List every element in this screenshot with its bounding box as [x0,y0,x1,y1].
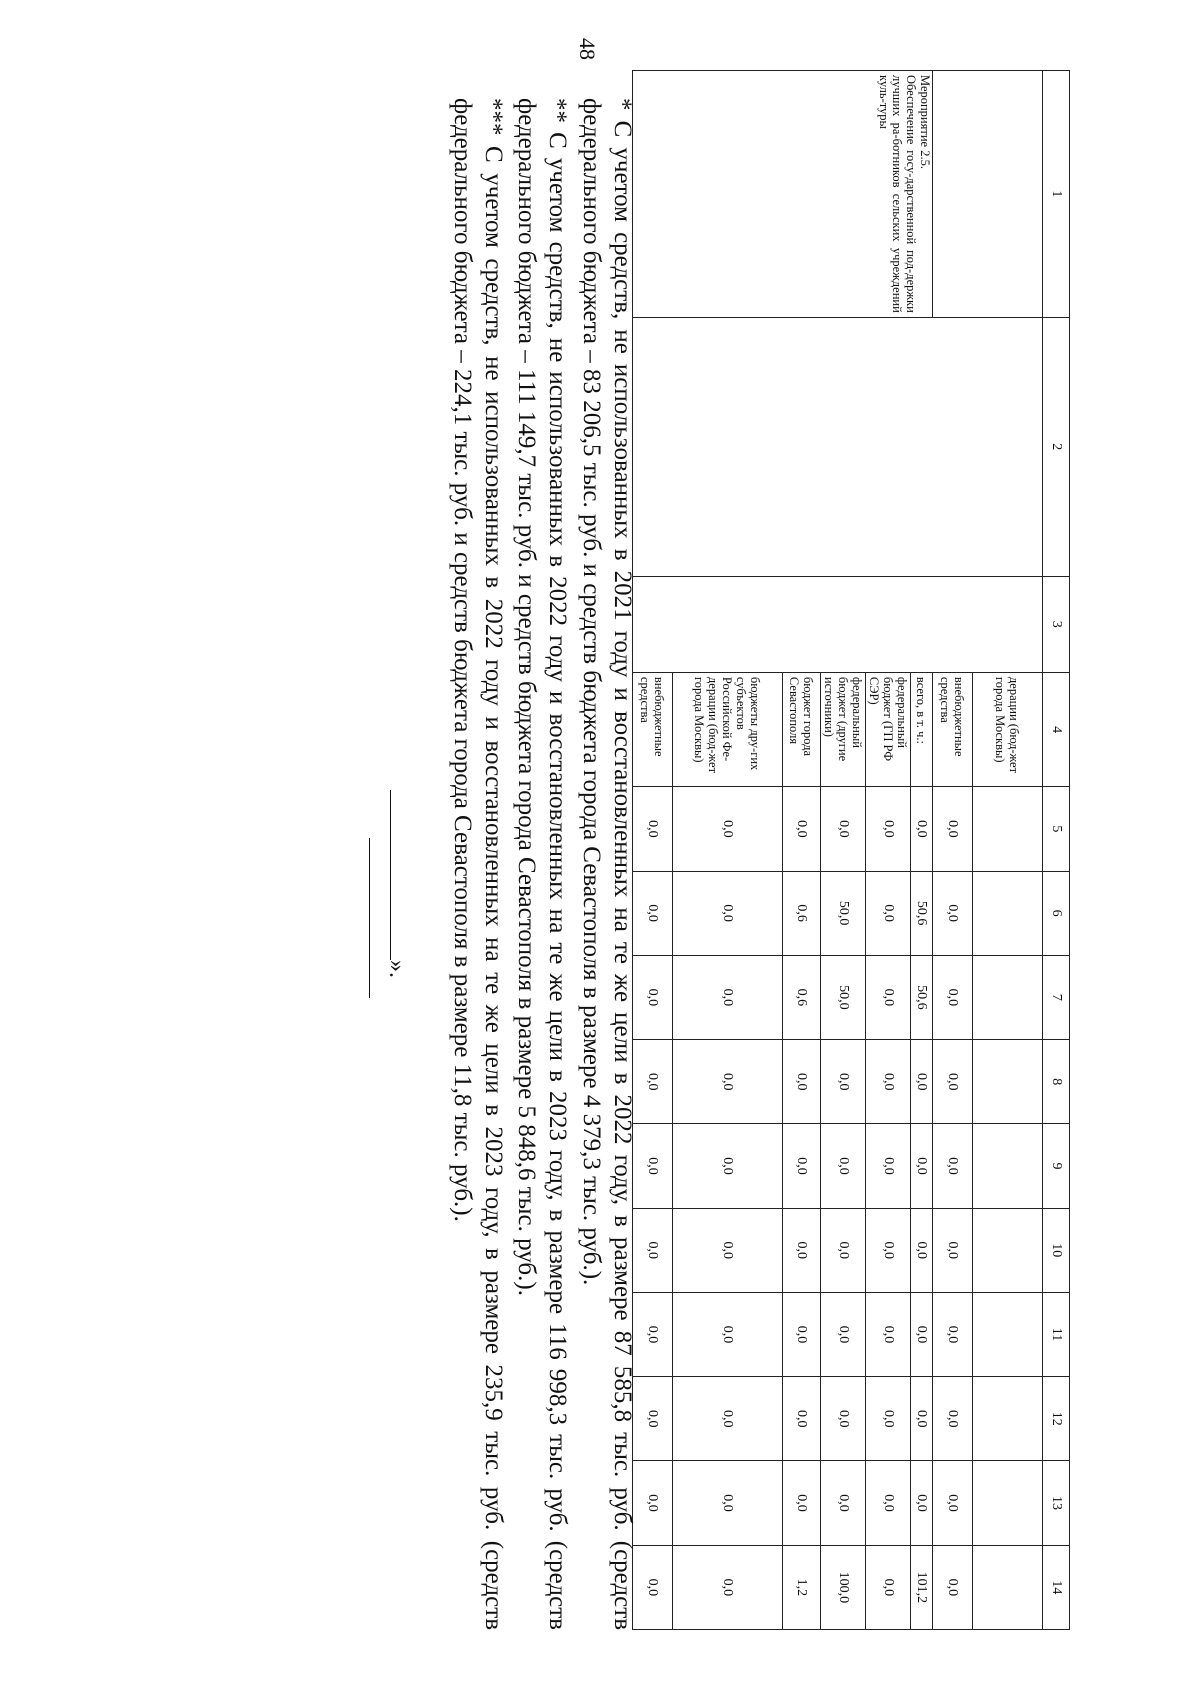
column-number-11: 11 [1043,1292,1070,1376]
value-cell-col10: 0,0 [933,1208,973,1292]
value-cell-col5: 0,0 [783,787,821,871]
value-cell-col5 [973,787,1043,871]
value-cell-col14: 0,0 [673,1545,783,1629]
column-number-8: 8 [1043,1040,1070,1124]
value-cell-col5: 0,0 [673,787,783,871]
value-cell-col8: 0,0 [673,1040,783,1124]
value-cell-col12: 0,0 [673,1377,783,1461]
value-cell-col6: 0,0 [673,871,783,955]
value-cell-col9: 0,0 [933,1124,973,1208]
value-cell-col9: 0,0 [673,1124,783,1208]
funding-source-cell: внебюджетные средства [633,672,673,786]
value-cell-col13: 0,0 [911,1461,933,1545]
value-cell-col13: 0,0 [933,1461,973,1545]
value-cell-col7: 0,0 [633,955,673,1039]
closing-quote: ». [384,960,411,978]
value-cell-col8: 0,0 [783,1040,821,1124]
value-cell-col11: 0,0 [866,1292,911,1376]
value-cell-col13: 0,0 [673,1461,783,1545]
value-cell-col10: 0,0 [911,1208,933,1292]
column-number-3: 3 [1043,576,1070,672]
column-number-10: 10 [1043,1208,1070,1292]
budget-table [632,70,1070,1630]
column-number-12: 12 [1043,1377,1070,1461]
value-cell-col14: 0,0 [866,1545,911,1629]
value-cell-col6: 50,6 [911,871,933,955]
value-cell-col12 [973,1377,1043,1461]
value-cell-col10 [973,1208,1043,1292]
value-cell-col11: 0,0 [821,1292,866,1376]
funding-source-cell: бюджет города Севастополя [783,672,821,786]
value-cell-col8: 0,0 [933,1040,973,1124]
value-cell-col6: 0,0 [933,871,973,955]
value-cell-col11: 0,0 [673,1292,783,1376]
rotated-landscape-page [0,70,1070,1630]
value-cell-col11: 0,0 [633,1292,673,1376]
column-number-7: 7 [1043,955,1070,1039]
value-cell-col9 [973,1124,1043,1208]
measure-name-cell [633,71,933,318]
value-cell-col9: 0,0 [821,1124,866,1208]
value-cell-col5: 0,0 [866,787,911,871]
footnote-3: *** С учетом средств, не использованных в 2022 году и восстановленных на те же цели в 2023 году, в размере 235,9 тыс. руб. (средств федерального бюджета – 224,1 тыс. руб. и средств бюджета города Севастополя в размере 11,8 тыс. руб.). [448,98,507,1630]
footnotes [370,70,639,1630]
value-cell-col9: 0,0 [911,1124,933,1208]
funding-source-cell: бюджеты дру-гих субъектов Российской Фе-дерации (бюд-жет города Москвы) [673,672,783,786]
empty-cell-col2 [633,317,1043,576]
value-cell-col5: 0,0 [633,787,673,871]
column-number-4: 4 [1043,672,1070,786]
funding-source-cell: всего, в т. ч.: [911,672,933,786]
value-cell-col6 [973,871,1043,955]
signature-line [391,790,392,960]
value-cell-col6: 50,0 [821,871,866,955]
value-cell-col13: 0,0 [633,1461,673,1545]
value-cell-col9: 0,0 [866,1124,911,1208]
funding-source-cell: федеральный бюджет (ГП РФ СЭР) [866,672,911,786]
value-cell-col12: 0,0 [633,1377,673,1461]
value-cell-col14: 0,0 [633,1545,673,1629]
value-cell-col6: 0,0 [633,871,673,955]
funding-source-cell: внебюджетные средства [933,672,973,786]
value-cell-col7: 0,0 [866,955,911,1039]
footnote-1: * С учетом средств, не использованных в 2021 году и восстановленных на те же цели в 2022 году, в размере 87 585,8 тыс. руб. (средств федерального бюджета – 83 206,5 тыс. руб. и средств бюджета города Севастополя в размере 4 379,3 тыс. руб.). [577,98,636,1630]
value-cell-col12: 0,0 [783,1377,821,1461]
value-cell-col5: 0,0 [933,787,973,871]
value-cell-col8: 0,0 [821,1040,866,1124]
column-number-1: 1 [1043,71,1070,318]
column-number-5: 5 [1043,787,1070,871]
value-cell-col6: 0,6 [783,871,821,955]
value-cell-col8 [973,1040,1043,1124]
value-cell-col12: 0,0 [821,1377,866,1461]
value-cell-col11 [973,1292,1043,1376]
empty-cell-col3 [633,576,1043,672]
value-cell-col11: 0,0 [933,1292,973,1376]
value-cell-col8: 0,0 [866,1040,911,1124]
funding-source-cell: дерации (бюд-жет города Москвы) [973,672,1043,786]
value-cell-col11: 0,0 [911,1292,933,1376]
closing-line [383,70,413,1630]
value-cell-col11: 0,0 [783,1292,821,1376]
value-cell-col6: 0,0 [866,871,911,955]
value-cell-col14 [973,1545,1043,1629]
value-cell-col8: 0,0 [911,1040,933,1124]
value-cell-col14: 100,0 [821,1545,866,1629]
value-cell-col14: 0,0 [933,1545,973,1629]
table-header-row [1043,71,1070,1630]
value-cell-col10: 0,0 [866,1208,911,1292]
value-cell-col7: 0,0 [933,955,973,1039]
value-cell-col10: 0,0 [821,1208,866,1292]
value-cell-col8: 0,0 [633,1040,673,1124]
column-number-6: 6 [1043,871,1070,955]
value-cell-col13: 0,0 [866,1461,911,1545]
value-cell-col5: 0,0 [821,787,866,871]
value-cell-col9: 0,0 [633,1124,673,1208]
page-number: 48 [575,38,600,60]
value-cell-col14: 1,2 [783,1545,821,1629]
funding-source-cell: федеральный бюджет (другие источники) [821,672,866,786]
value-cell-col13: 0,0 [821,1461,866,1545]
value-cell-col7: 50,6 [911,955,933,1039]
value-cell-col14: 101,2 [911,1545,933,1629]
value-cell-col7 [973,955,1043,1039]
value-cell-col13 [973,1461,1043,1545]
footnote-2: ** С учетом средств, не использованных в 2022 году и восстановленных на те же цели в 2023 году, в размере 116 998,3 тыс. руб. (средств федерального бюджета – 111 149,7 тыс. руб. и средств бюджета города Севастополя в размере 5 848,6 тыс. руб.). [513,98,572,1630]
column-number-2: 2 [1043,317,1070,576]
end-rule [370,838,371,998]
value-cell-col7: 50,0 [821,955,866,1039]
measure-title: Мероприятие 2.5. [918,75,932,169]
value-cell-col7: 0,6 [783,955,821,1039]
value-cell-col10: 0,0 [633,1208,673,1292]
column-number-9: 9 [1043,1124,1070,1208]
table-row [973,71,1043,1630]
value-cell-col9: 0,0 [783,1124,821,1208]
value-cell-col12: 0,0 [866,1377,911,1461]
empty-cell-col1 [933,71,1043,318]
value-cell-col5: 0,0 [911,787,933,871]
measure-text: Обеспечение госу-дарственной под-держки лучших ра-ботников сельских учреждений куль-туры [876,75,919,313]
value-cell-col7: 0,0 [673,955,783,1039]
table-row [911,71,933,1630]
value-cell-col10: 0,0 [673,1208,783,1292]
value-cell-col12: 0,0 [911,1377,933,1461]
value-cell-col12: 0,0 [933,1377,973,1461]
value-cell-col13: 0,0 [783,1461,821,1545]
value-cell-col10: 0,0 [783,1208,821,1292]
column-number-14: 14 [1043,1545,1070,1629]
column-number-13: 13 [1043,1461,1070,1545]
